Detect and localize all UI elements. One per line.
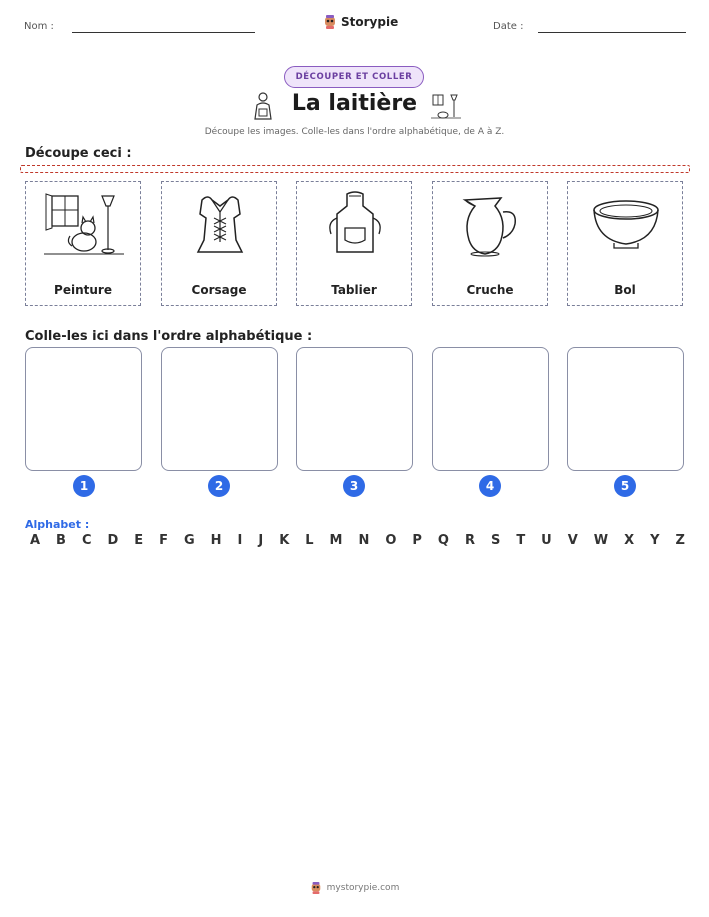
cut-card-bol[interactable] bbox=[567, 181, 683, 306]
alphabet-letter: Z bbox=[675, 533, 685, 548]
alphabet-letter: B bbox=[56, 533, 66, 548]
alphabet-letter: S bbox=[490, 533, 501, 548]
date-label: Date : bbox=[493, 21, 524, 32]
paste-heading: Colle-les ici dans l'ordre alphabétique : bbox=[25, 329, 313, 344]
alphabet-letter: T bbox=[516, 533, 526, 548]
alphabet-letter: P bbox=[412, 533, 422, 548]
brand-name: Storypie bbox=[341, 15, 399, 29]
brand-logo bbox=[323, 14, 398, 30]
slot-number-badge: 4 bbox=[479, 475, 501, 497]
slot-number-badge: 5 bbox=[614, 475, 636, 497]
cut-card-peinture[interactable] bbox=[25, 181, 141, 306]
storypie-mascot-icon bbox=[310, 881, 322, 895]
footer bbox=[0, 881, 709, 895]
alphabet-letter: J bbox=[258, 533, 264, 548]
cut-card-cruche[interactable] bbox=[432, 181, 548, 306]
alphabet-letter: C bbox=[81, 533, 92, 548]
name-label: Nom : bbox=[24, 21, 54, 32]
cut-line bbox=[20, 165, 690, 173]
room-scene-icon bbox=[431, 91, 461, 121]
cut-card-label: Peinture bbox=[54, 283, 112, 297]
alphabet-letter: N bbox=[358, 533, 370, 548]
alphabet-letter: D bbox=[107, 533, 119, 548]
alphabet-letter: U bbox=[541, 533, 552, 548]
activity-badge: DÉCOUPER ET COLLER bbox=[284, 66, 424, 88]
alphabet-title: Alphabet : bbox=[25, 518, 90, 531]
cut-heading: Découpe ceci : bbox=[25, 146, 132, 161]
cut-card-label: Tablier bbox=[331, 283, 377, 297]
alphabet-letter: X bbox=[624, 533, 635, 548]
alphabet-letter: F bbox=[159, 533, 169, 548]
paste-slot-3[interactable] bbox=[296, 347, 413, 471]
slot-number-badge: 1 bbox=[73, 475, 95, 497]
paste-slot-4[interactable] bbox=[432, 347, 549, 471]
alphabet-letter: I bbox=[237, 533, 243, 548]
date-line[interactable] bbox=[538, 32, 686, 33]
cut-card-label: Cruche bbox=[466, 283, 514, 297]
alphabet-letter: W bbox=[593, 533, 609, 548]
paste-slot-1[interactable] bbox=[25, 347, 142, 471]
slot-number-badge: 3 bbox=[343, 475, 365, 497]
name-line[interactable] bbox=[72, 32, 255, 33]
alphabet-letter: O bbox=[385, 533, 397, 548]
alphabet-letter: G bbox=[184, 533, 195, 548]
alphabet-row bbox=[30, 533, 685, 548]
painting-cat-lamp-icon bbox=[44, 190, 124, 262]
alphabet-letter: Q bbox=[437, 533, 449, 548]
alphabet-letter: A bbox=[30, 533, 41, 548]
alphabet-letter: R bbox=[464, 533, 475, 548]
cut-card-tablier[interactable] bbox=[296, 181, 412, 306]
apron-icon bbox=[315, 190, 395, 262]
bodice-icon bbox=[180, 190, 260, 262]
alphabet-letter: L bbox=[305, 533, 314, 548]
instructions: Découpe les images. Colle-les dans l'ordre alphabétique, de A à Z. bbox=[204, 127, 505, 137]
jug-icon bbox=[451, 190, 531, 262]
alphabet-letter: K bbox=[279, 533, 290, 548]
storypie-mascot-icon bbox=[323, 14, 337, 30]
page-title: La laitière bbox=[291, 91, 418, 116]
cut-card-label: Bol bbox=[614, 283, 636, 297]
cut-card-label: Corsage bbox=[191, 283, 247, 297]
alphabet-letter: H bbox=[210, 533, 222, 548]
cut-card-corsage[interactable] bbox=[161, 181, 277, 306]
alphabet-letter: Y bbox=[650, 533, 660, 548]
footer-url[interactable]: mystorypie.com bbox=[326, 883, 400, 893]
paste-slot-2[interactable] bbox=[161, 347, 278, 471]
paste-slot-5[interactable] bbox=[567, 347, 684, 471]
bowl-icon bbox=[586, 190, 666, 262]
alphabet-letter: V bbox=[567, 533, 578, 548]
alphabet-letter: M bbox=[329, 533, 343, 548]
alphabet-letter: E bbox=[134, 533, 144, 548]
slot-number-badge: 2 bbox=[208, 475, 230, 497]
